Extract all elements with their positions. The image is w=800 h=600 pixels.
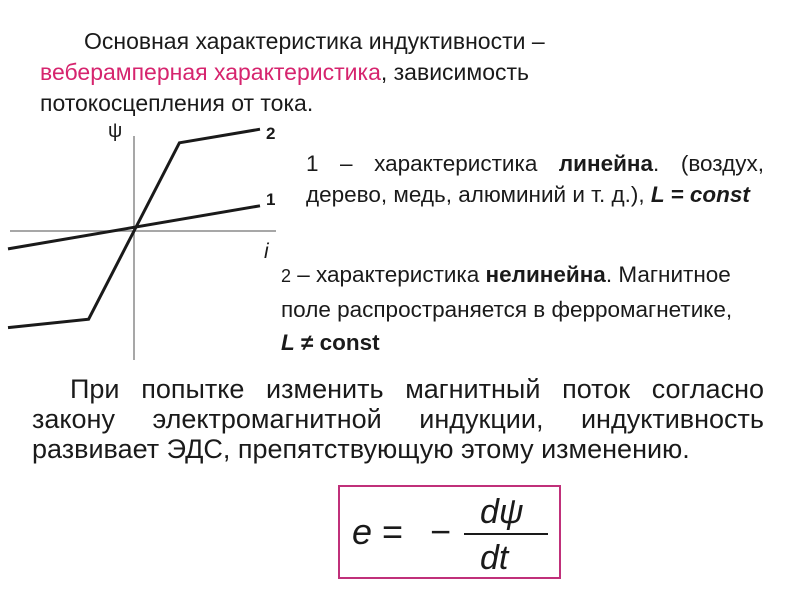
title-line-1: Основная характеристика индуктивности – — [84, 28, 545, 54]
induction-text: При попытке изменить магнитный поток согласно закону электромагнитной индукции, индуктивность развивает ЭДС, препятствующую этому изменению. — [32, 374, 764, 464]
y-axis-label: ψ — [108, 120, 123, 142]
legend2-formula-rest: ≠ const — [294, 330, 380, 355]
legend1-bold: линейна — [558, 151, 654, 176]
title-line-2-rest: , зависимость — [380, 59, 530, 85]
legend2-prefix: – характеристика — [291, 262, 486, 287]
legend-linear — [306, 148, 764, 210]
formula-lhs: e — [352, 511, 373, 552]
emf-formula — [340, 487, 559, 577]
x-axis-label: i — [264, 240, 269, 263]
legend2-num: 2 — [281, 266, 292, 286]
legend1-formula: L = const — [650, 182, 750, 207]
emf-formula-box — [338, 485, 561, 579]
curve-1-label: 1 — [266, 190, 276, 209]
legend2-bold: нелинейна — [485, 262, 606, 287]
curve-2-label: 2 — [266, 124, 276, 143]
legend1-prefix: 1 – характеристика — [306, 151, 559, 176]
legend-nonlinear — [281, 258, 746, 359]
title-highlight: веберамперная характеристика — [40, 59, 381, 85]
formula-denominator: dt — [480, 539, 509, 577]
formula-equals: = — [382, 511, 404, 552]
formula-minus: − — [430, 511, 452, 552]
legend2-formula-l: L — [281, 330, 295, 355]
legend1-mid: . (воздух, дерево, медь, алюминий и т. д.), — [306, 151, 764, 207]
title-line-3: потокосцепления от тока. — [40, 90, 314, 116]
induction-paragraph — [32, 374, 764, 464]
legend2-mid: . Магнитное поле распространяется в ферромагнетике, — [281, 262, 733, 322]
formula-numerator: dψ — [480, 493, 524, 531]
